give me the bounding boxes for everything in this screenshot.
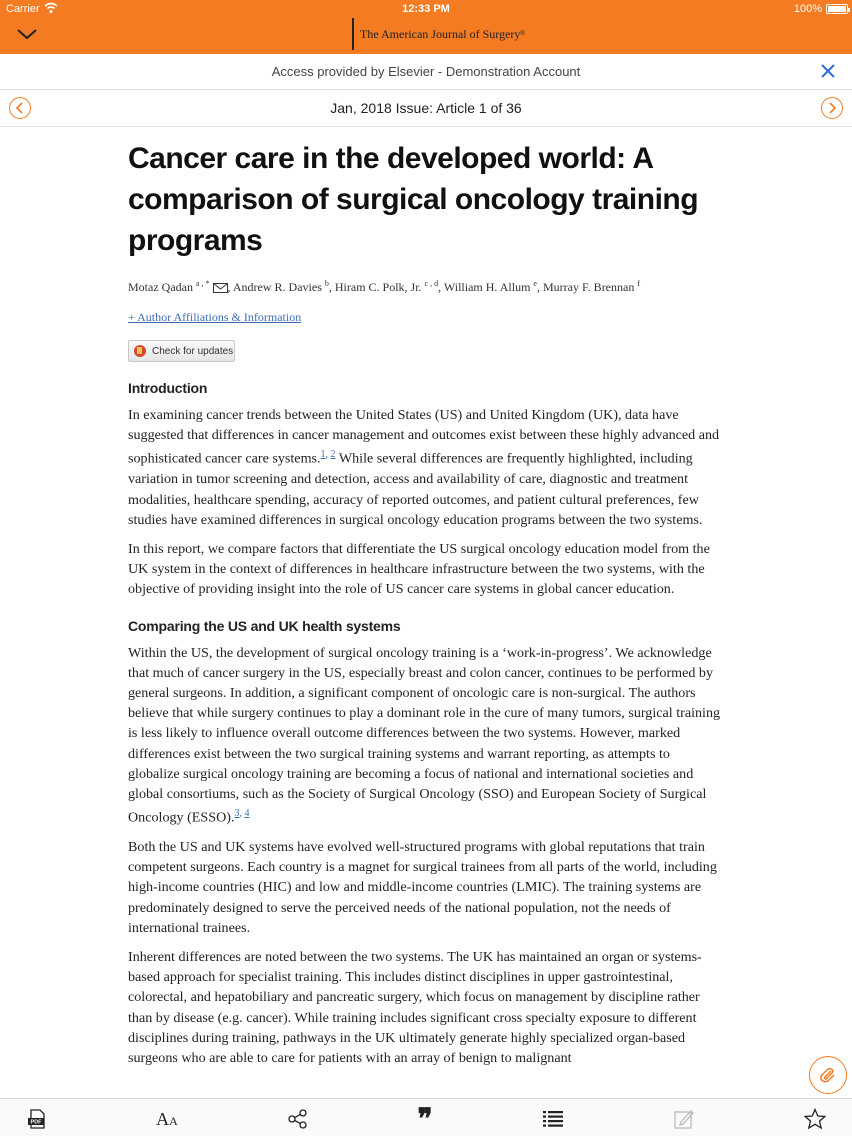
list-icon [542, 1108, 564, 1130]
author-list: Motaz Qadan $^{a , *}$ , Andrew R. Davies $^b$, Hiram C. Polk, Jr. $^{c , d}$, William H. Allum $^e$, Murray F. Brennan $^f$ [128, 279, 641, 294]
battery-icon [826, 4, 848, 14]
email-icon[interactable] [213, 283, 228, 293]
article-title: Cancer care in the developed world: A comparison of surgical oncology training programs [128, 142, 699, 257]
chevron-right-icon [826, 102, 838, 114]
paragraph: Within the US, the development of surgical oncology training is a ‘work-in-progress’. We acknowledge that much of cancer surgery in the US, especially breast and colon cancer, continues to be performed by general surgeons. In addition, a significant component of oncologic care is non-surgical. The authors believe that while surgery continues to play a dominant role in the cure of many tumors, surgical training is less likely to influence overall outcome differences between the two systems. However, marked differences exist between the two surgical training systems and warrant reporting, as attempts to globalize surgical oncology training are becoming a focus of national and international societies and global consortiums, such as the Society of Surgical Oncology (SSO) and European Society of Surgical Oncology (ESSO).$^{3,}$ $^4$ [128, 644, 721, 826]
journal-mark: ® [520, 31, 525, 37]
section-heading: Introduction [128, 380, 208, 396]
edit-note-icon [673, 1108, 695, 1130]
author-affil: a , * [195, 279, 210, 288]
author-name[interactable]: Hiram C. Polk, Jr. [334, 280, 422, 294]
author-name[interactable]: Murray F. Brennan [542, 280, 635, 294]
text-size-button[interactable] [155, 1107, 179, 1131]
share-icon [287, 1108, 309, 1130]
paperclip-icon [819, 1066, 837, 1084]
notes-button[interactable] [672, 1107, 696, 1131]
paragraph-text: While several differences are frequently highlighted, including variation in tumor screening and detection, access and availability of care, diagnostic and treatment modalities, healthcare spending, accuracy of reported outcomes, and patient cultural preferences, few studies have examined differences in surgical oncology education programs between the two systems. [128, 451, 703, 528]
paragraph: Both the US and UK systems have evolved well-structured programs with global reputations that train competent surgeons. Each country is a magnet for surgical trainees from all parts of the world, including high-income countries (HIC) and low and middle-income countries (LMIC). The training systems are predominately designed to serve the perceived needs of the national population, not the needs of international trainees. [128, 839, 717, 936]
paragraph: In this report, we compare factors that differentiate the US surgical oncology education model from the UK system in the context of differences in healthcare infrastructure between the two systems, with the objective of providing insight into the role of US cancer care systems in global cancer education. [128, 540, 710, 598]
paragraph-text: In examining cancer trends between the United States (US) and United Kingdom (UK), data have suggested that differences in cancer management and outcomes exist between these highly advanced and sophisticated cancer care systems. [128, 407, 720, 468]
favorite-button[interactable] [803, 1107, 827, 1131]
reference-link[interactable]: 4 [244, 808, 250, 820]
carrier-label: Carrier [6, 3, 40, 15]
close-icon[interactable] [820, 63, 836, 79]
text-size-small: A [169, 1113, 178, 1128]
journal-name: The American Journal of Surgery [360, 26, 521, 41]
chevron-down-icon[interactable] [16, 26, 38, 42]
reference-link[interactable]: 2 [330, 449, 336, 461]
battery-percent: 100% [793, 3, 822, 15]
cite-button[interactable] [413, 1104, 437, 1135]
author-name[interactable]: Andrew R. Davies [232, 280, 322, 294]
pdf-button[interactable] [25, 1107, 49, 1131]
issue-label: Jan, 2018 Issue: Article 1 of 36 [330, 100, 522, 116]
author-affil: e [533, 279, 537, 288]
clock: 12:33 PM [402, 3, 450, 15]
logo-bar [352, 18, 354, 50]
access-text: Access provided by Elsevier - Demonstration Account [271, 64, 581, 79]
author-name[interactable]: Motaz Qadan [128, 280, 193, 294]
access-banner [0, 54, 852, 90]
bottom-toolbar [0, 1098, 852, 1136]
quote-icon: ❞ [417, 1104, 433, 1135]
pdf-label: PDF [30, 1119, 42, 1126]
author-affil: f [637, 279, 641, 288]
author-affil: b [324, 279, 329, 288]
journal-logo [352, 18, 525, 50]
author-name[interactable]: William H. Allum [443, 280, 531, 294]
section-heading: Comparing the US and UK health systems [128, 617, 401, 634]
article [128, 138, 723, 1068]
next-article-button[interactable] [821, 97, 843, 119]
check-for-updates-label: Check for updates [152, 345, 234, 357]
top-bar [0, 0, 852, 54]
author-affiliations-link[interactable]: + Author Affiliations & Information [128, 310, 302, 324]
status-bar [0, 0, 852, 18]
paragraph: In examining cancer trends between the United States (US) and United Kingdom (UK), data have suggested that differences in cancer management and outcomes exist between these highly advanced and sophisticated cancer care systems.$^{1,}$ $^2$ While several differences are frequently highlighted, including variation in tumor screening and detection, access and availability of care, diagnostic and treatment modalities, healthcare spending, accuracy of reported outcomes, and patient cultural preferences, few studies have examined differences in surgical oncology education programs between the two systems. [128, 407, 720, 528]
text-size-icon [156, 1109, 178, 1130]
crossmark-icon [134, 345, 146, 357]
attachments-button[interactable] [809, 1056, 847, 1094]
pdf-icon [26, 1108, 48, 1130]
reference-link[interactable]: 3 [234, 808, 240, 820]
share-button[interactable] [286, 1107, 310, 1131]
author-affil: c , d [424, 279, 439, 288]
outline-button[interactable] [541, 1107, 565, 1131]
text-size-large: A [156, 1108, 170, 1129]
star-icon [804, 1108, 826, 1130]
issue-navigation [0, 90, 852, 127]
paragraph: Inherent differences are noted between the two systems. The UK has maintained an organ or systems-based approach for specialist training. This includes distinct disciplines in upper gastrointestinal, colorectal, and hepatobiliary and pancreatic surgery, which focus on management by discipline rather than by disease (e.g. cancer). While training includes significant cross specialty exposure to different disciplines during training, pathways in the UK ultimately generate highly specialized organ-based surgeons who are able to care for patients with an array of benign to malignant [128, 949, 702, 1067]
reference-link[interactable]: 1 [320, 449, 326, 461]
check-for-updates-button[interactable] [128, 340, 235, 362]
paragraph-text: Within the US, the development of surgical oncology training is a ‘work-in-progress’. We acknowledge that much of cancer surgery in the US, especially breast and colon cancer, continues to be performed by general surgeons. In addition, a significant component of oncologic care is non-surgical. The authors believe that while surgery continues to play a dominant role in the cure of many tumors, surgical training is less likely to influence overall outcome differences between the two systems. However, marked differences exist between the two surgical training systems and warrant reporting, as attempts to globalize surgical oncology training are becoming a focus of national and international societies and global consortiums, such as the Society of Surgical Oncology (SSO) and European Society of Surgical Oncology (ESSO). [128, 644, 721, 826]
